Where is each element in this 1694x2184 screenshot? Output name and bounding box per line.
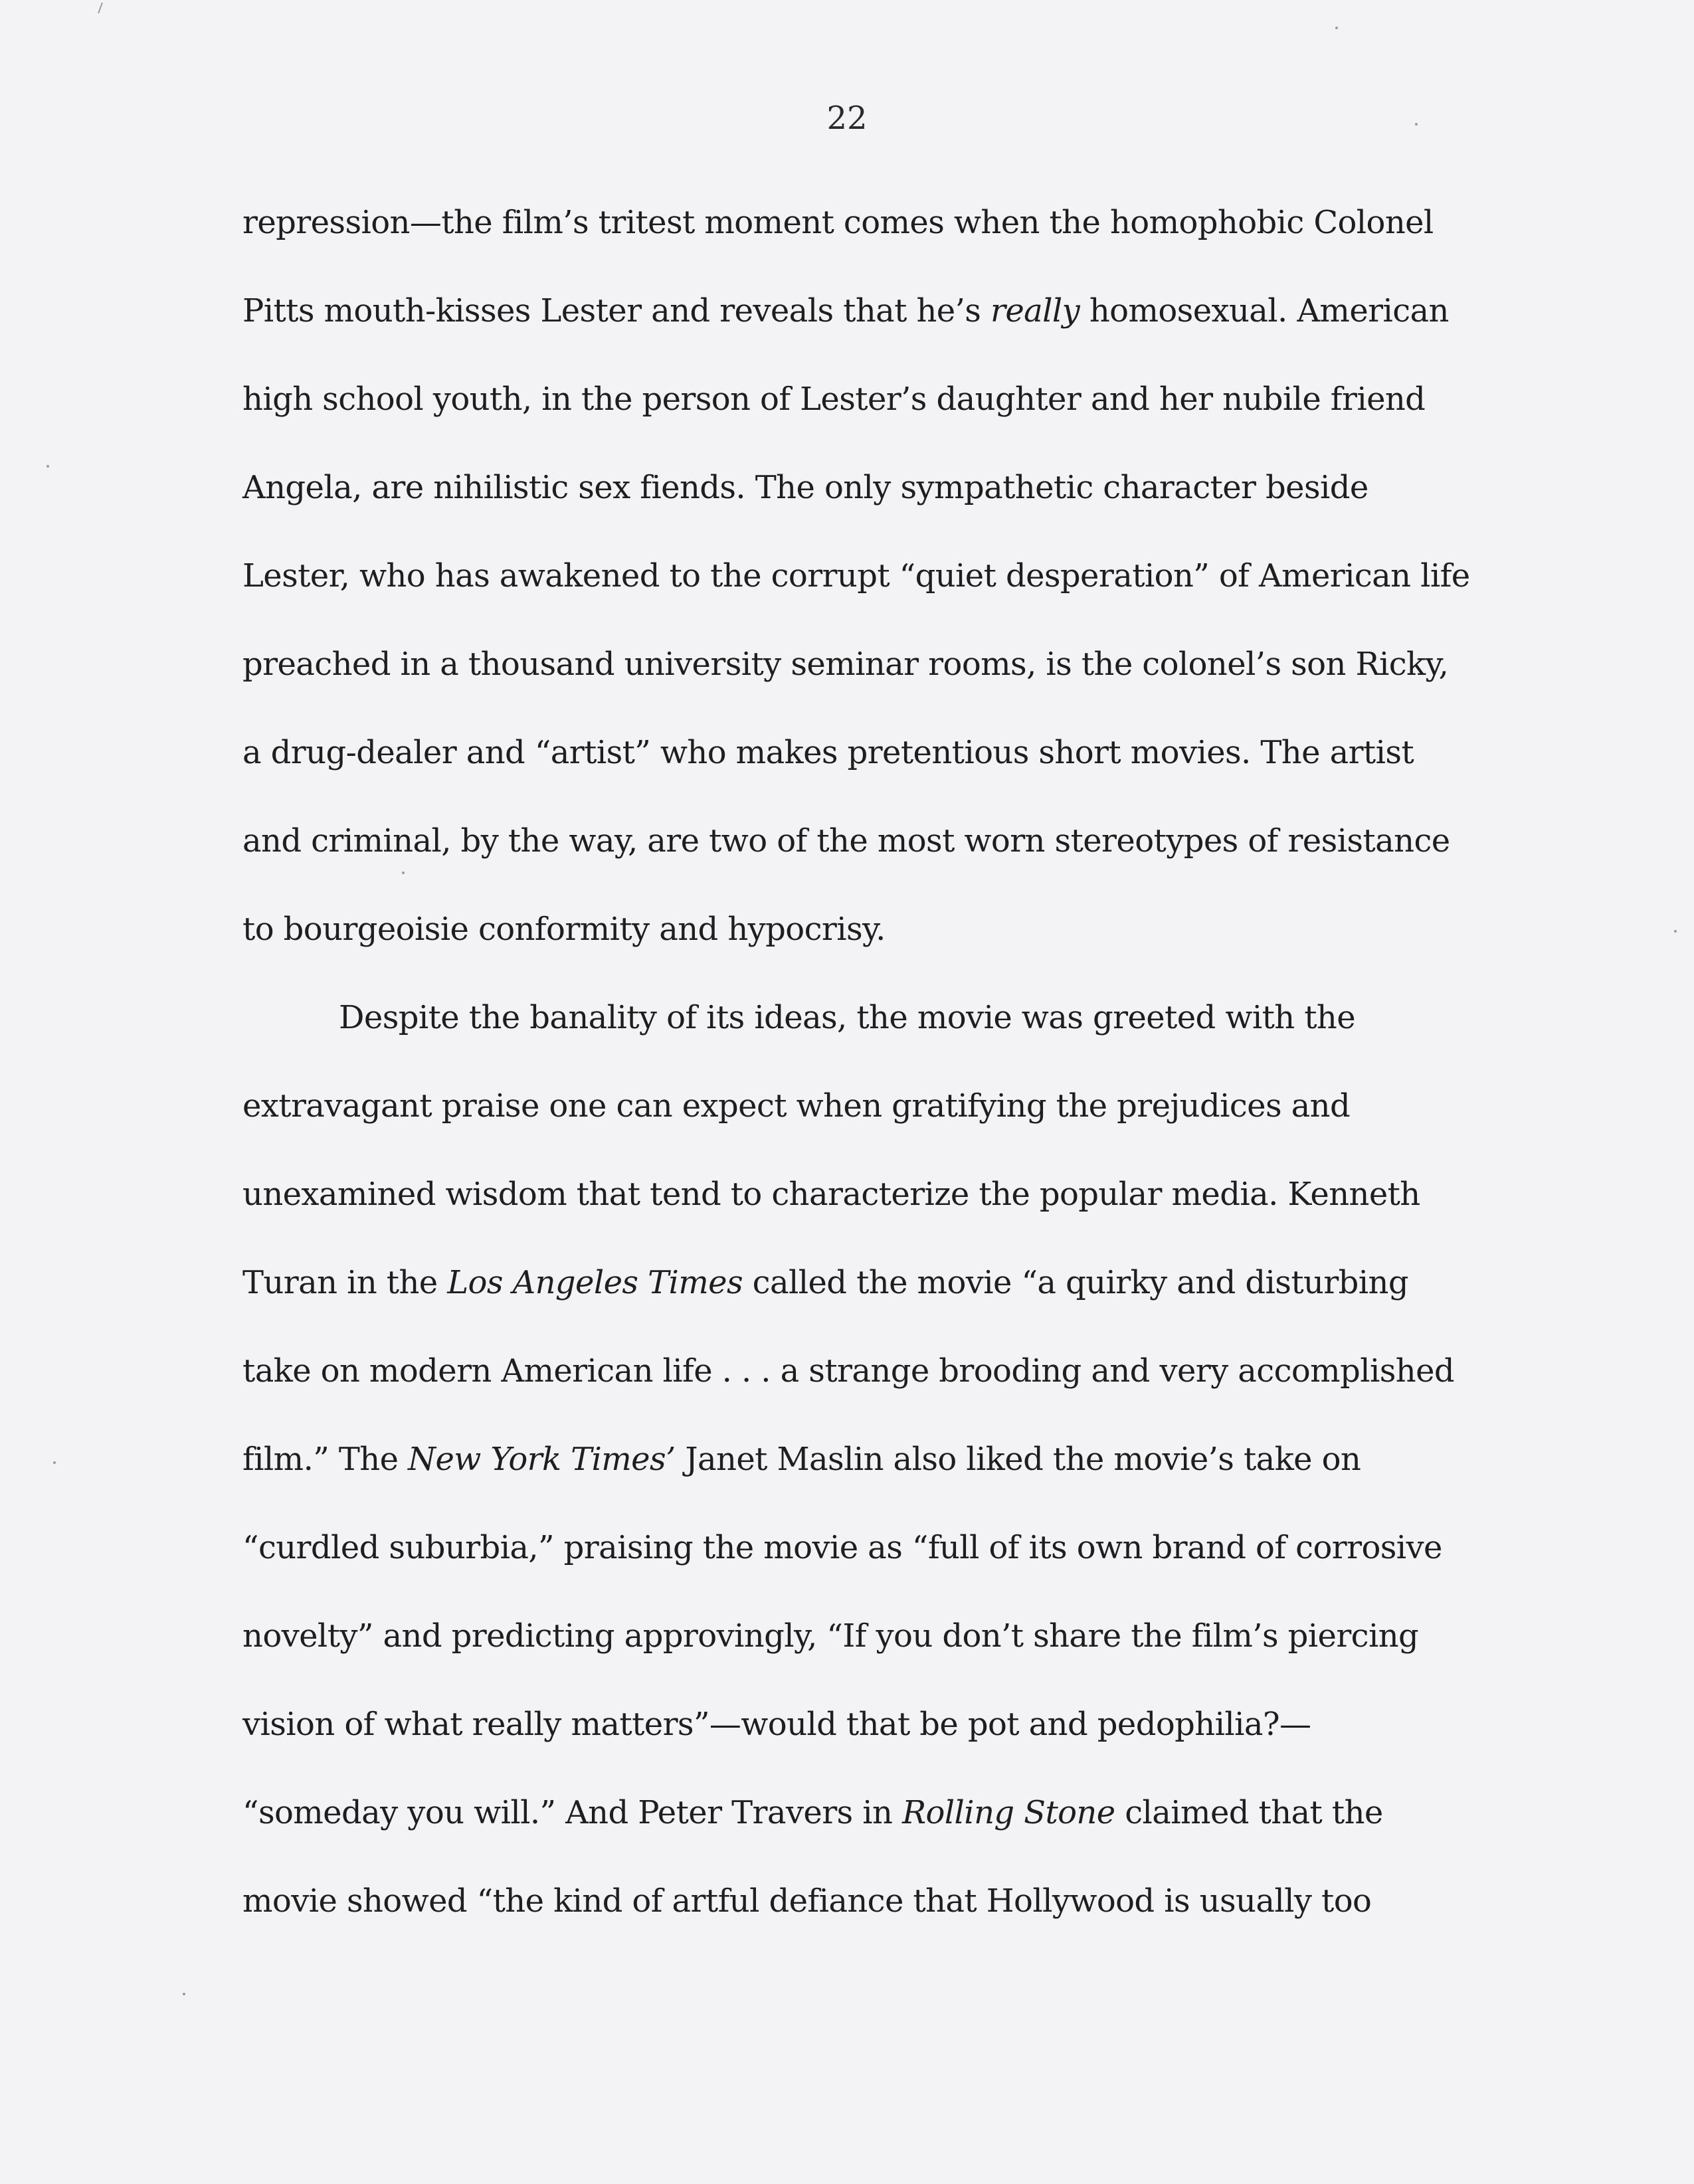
text-line (242, 1881, 1371, 1921)
text-segment: called the movie “a quirky and disturbing (743, 1264, 1408, 1301)
text-line (242, 1616, 1418, 1656)
text-segment: take on modern American life . . . a strange brooding and very accomplished (242, 1352, 1455, 1390)
text-line (242, 203, 1434, 242)
text-segment: Pitts mouth-kisses Lester and reveals that he’s (242, 292, 990, 329)
italic-title: Rolling Stone (901, 1794, 1115, 1831)
italic-title: New York Times’ (408, 1441, 676, 1478)
text-segment: film.” The (242, 1441, 409, 1478)
text-line (242, 733, 1414, 773)
italic-title: really (990, 292, 1080, 329)
text-segment: and criminal, by the way, are two of the most worn stereotypes of resistance (242, 822, 1450, 860)
text-segment: extravagant praise one can expect when gratifying the prejudices and (242, 1087, 1351, 1125)
text-segment: repression—the film’s tritest moment comes when the homophobic Colonel (242, 204, 1434, 241)
text-segment: vision of what really matters”—would that be pot and pedophilia?— (242, 1706, 1311, 1743)
text-segment: to bourgeoisie conformity and hypocrisy. (242, 911, 886, 948)
text-segment: movie showed “the kind of artful defiance that Hollywood is usually too (242, 1882, 1372, 1920)
text-line (242, 1263, 1408, 1303)
italic-title: Los Angeles Times (447, 1264, 743, 1301)
scan-speck (53, 1461, 56, 1464)
text-line (242, 1351, 1454, 1391)
text-line (242, 556, 1470, 596)
text-line (242, 1439, 1361, 1479)
text-segment: Despite the banality of its ideas, the movie was greeted with the (339, 999, 1356, 1036)
text-segment: Turan in the (242, 1264, 448, 1301)
text-segment: unexamined wisdom that tend to characterize the popular media. Kenneth (242, 1176, 1420, 1213)
text-segment: novelty” and predicting approvingly, “If you don’t share the film’s piercing (242, 1617, 1419, 1655)
text-segment: claimed that the (1115, 1794, 1383, 1831)
text-line (242, 1528, 1442, 1568)
page-number: 22 (826, 100, 868, 137)
scan-speck (1674, 930, 1677, 933)
text-line (242, 909, 886, 949)
text-segment: Lester, who has awakened to the corrupt “quiet desperation” of American life (242, 557, 1470, 594)
scan-speck (47, 465, 49, 468)
scan-edge-mark (98, 3, 107, 13)
text-line (242, 1793, 1383, 1833)
text-line (242, 468, 1368, 507)
text-segment: Janet Maslin also liked the movie’s take on (675, 1441, 1361, 1478)
text-line (242, 1704, 1311, 1744)
text-segment: Angela, are nihilistic sex fiends. The only sympathetic character beside (242, 469, 1368, 506)
text-line (242, 291, 1449, 331)
scan-speck (402, 871, 405, 874)
text-segment: “curdled suburbia,” praising the movie as “full of its own brand of corrosive (242, 1529, 1442, 1566)
text-line (242, 1086, 1350, 1126)
text-line (242, 1174, 1420, 1214)
text-line (242, 644, 1448, 684)
scan-speck (1415, 123, 1418, 126)
scan-speck (183, 1993, 185, 1995)
text-line (242, 821, 1450, 861)
scan-speck (1335, 27, 1338, 29)
text-segment: a drug-dealer and “artist” who makes pretentious short movies. The artist (242, 734, 1414, 771)
text-line (339, 998, 1355, 1038)
text-segment: high school youth, in the person of Lester’s daughter and her nubile friend (242, 381, 1426, 418)
text-segment: homosexual. American (1080, 292, 1449, 329)
text-segment: “someday you will.” And Peter Travers in (242, 1794, 902, 1831)
text-segment: preached in a thousand university seminar rooms, is the colonel’s son Ricky, (242, 646, 1449, 683)
text-line (242, 379, 1425, 419)
